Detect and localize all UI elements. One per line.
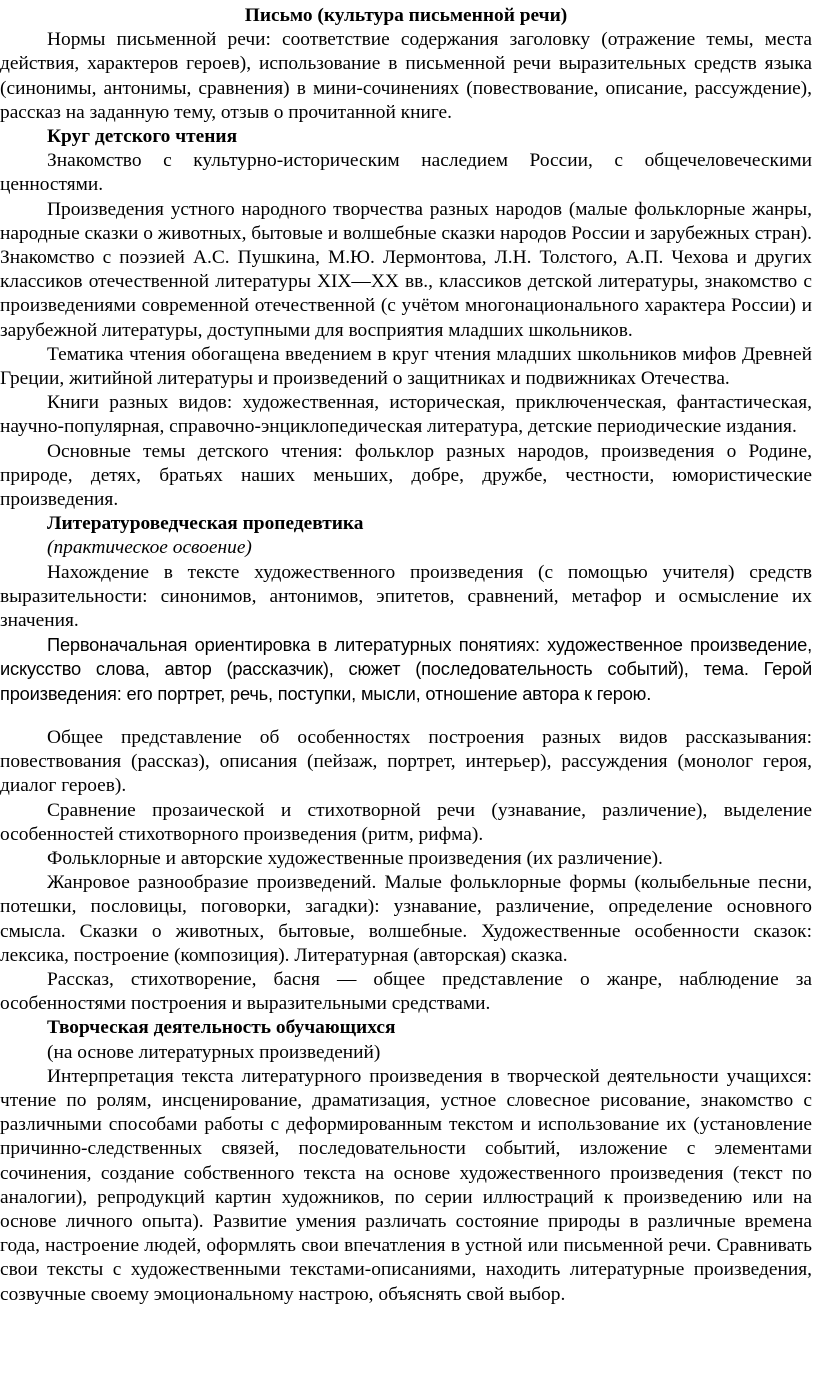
propaedeutics-subheading: (практическое освоение) (47, 537, 252, 559)
propaedeutics-paragraph: Общее представление об особенностях построения разных видов рассказывания: повествования (рассказ), описания (пейзаж, портрет, интерьер), рассуждения (монолог героя, диалог героев). (0, 726, 812, 797)
spacer (0, 706, 812, 726)
propaedeutics-heading: Литературоведческая пропедевтика (47, 513, 364, 535)
page-title: Письмо (культура письменной речи) (244, 5, 568, 26)
propaedeutics-paragraph: Рассказ, стихотворение, басня — общее представление о жанре, наблюдение за особенностями построения и выразительными средствами. (0, 968, 812, 1015)
reading-circle-paragraph: Тематика чтения обогащена введением в круг чтения младших школьников мифов Древней Греции, житийной литературы и произведений о защитниках и подвижниках Отечества. (0, 343, 812, 390)
propaedeutics-paragraph: Жанровое разнообразие произведений. Малые фольклорные формы (колыбельные песни, потешки, пословицы, поговорки, загадки): узнавание, различение, определение основного смысла. Сказки о животных, бытовые, волшебные. Художественные особенности сказок: лексика, построение (композиция). Литературная (авторская) сказка. (0, 872, 812, 966)
reading-circle-paragraph: Произведения устного народного творчества разных народов (малые фольклорные жанры, народные сказки о животных, бытовые и волшебные сказки народов России и зарубежных стран). Знакомство с поэзией А.С. Пушкина, М.Ю. Лермонтова, Л.Н. Толстого, А.П. Чехова и других классиков отечественной литературы XIX—XX вв., классиков детской литературы, знакомство с произведениями современной отечественной (с учётом многонационального характера России) и зарубежной литературы, доступными для восприятия младших школьников. (0, 198, 812, 341)
propaedeutics-paragraph: Нахождение в тексте художественного произведения (с помощью учителя) средств выразительности: синонимов, антонимов, эпитетов, сравнений, метафор и осмысление их значения. (0, 561, 812, 632)
reading-circle-heading: Круг детского чтения (47, 126, 238, 148)
writing-norms-paragraph: Нормы письменной речи: соответствие содержания заголовку (отражение темы, места действия, характеров героев), использование в письменной речи выразительных средств языка (синонимы, антонимы, сравнения) в мини-сочинениях (повествование, описание, рассуждение), рассказ на заданную тему, отзыв о прочитанной книге. (0, 29, 812, 123)
creative-heading: Творческая деятельность обучающихся (47, 1017, 396, 1039)
reading-circle-paragraph: Знакомство с культурно-историческим наследием России, с общечеловеческими ценностями. (0, 150, 812, 196)
creative-subheading: (на основе литературных произведений) (47, 1041, 381, 1063)
literary-concepts-paragraph: Первоначальная ориентировка в литературных понятиях: художественное произведение, искусство слова, автор (рассказчик), сюжет (последовательность событий), тема. Герой произведения: его портрет, речь, поступки, мысли, отношение автора к герою. (0, 634, 812, 704)
reading-circle-paragraph: Основные темы детского чтения: фольклор разных народов, произведения о Родине, природе, детях, братьях наших меньших, добре, дружбе, честности, юмористические произведения. (0, 440, 812, 511)
propaedeutics-paragraph: Сравнение прозаической и стихотворной речи (узнавание, различение), выделение особенностей стихотворного произведения (ритм, рифма). (0, 799, 812, 845)
creative-paragraph: Интерпретация текста литературного произведения в творческой деятельности учащихся: чтение по ролям, инсценирование, драматизация, устное словесное рисование, знакомство с различными способами работы с деформированным текстом и использование их (установление причинно-следственных связей, последовательности событий, изложение с элементами сочинения, создание собственного текста на основе художественного произведения (текст по аналогии), репродукций картин художников, по серии иллюстраций к произведению или на основе личного опыта). Развитие умения различать состояние природы в различные времена года, настроение людей, оформлять свои впечатления в устной или письменной речи. Сравнивать свои тексты с художественными текстами-описаниями, находить литературные произведения, созвучные своему эмоциональному настрою, объяснять свой выбор. (0, 1065, 812, 1305)
propaedeutics-paragraph: Фольклорные и авторские художественные произведения (их различение). (47, 847, 663, 869)
reading-circle-paragraph: Книги разных видов: художественная, историческая, приключенческая, фантастическая, научно-популярная, справочно-энциклопедическая литература, детские периодические издания. (0, 392, 812, 438)
